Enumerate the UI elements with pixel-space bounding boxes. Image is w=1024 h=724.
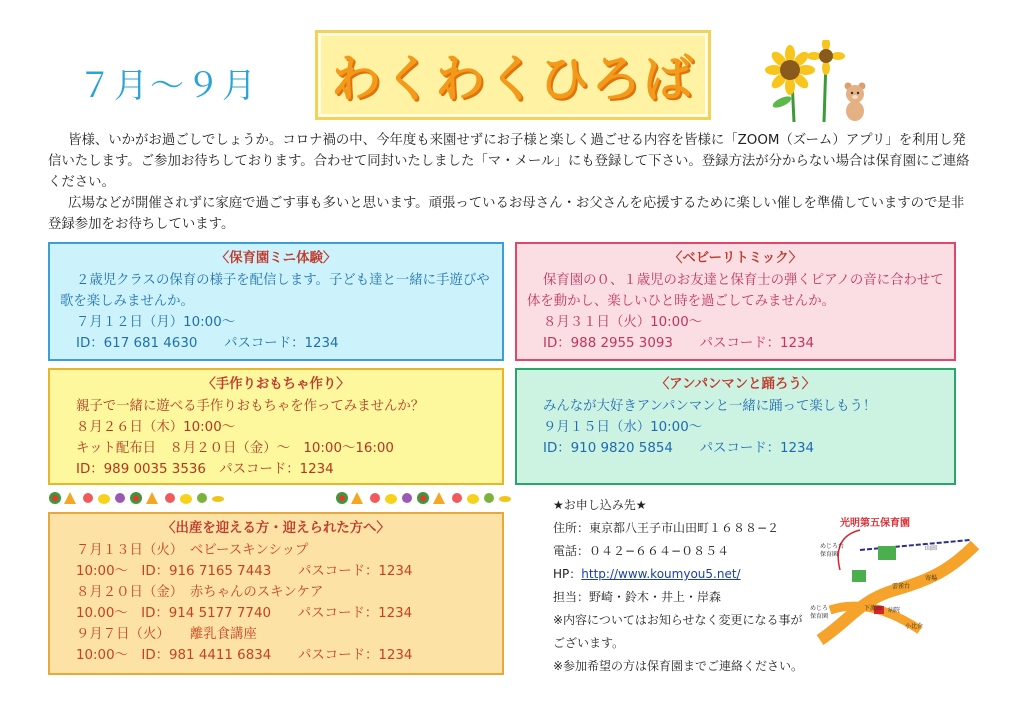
contact-address: 住所：東京都八王子市山田町１６８８−２ [553, 521, 780, 535]
map-label: 山田 [925, 545, 938, 552]
contact-heading: ★お申し込み先★ [553, 498, 647, 512]
sunflower-icon [807, 40, 845, 122]
contact-info [553, 494, 823, 678]
bear-icon [845, 83, 866, 122]
event-date: ７月１２日（月）10:00〜 [76, 315, 236, 330]
months-heading: ７月〜９月 [78, 66, 258, 106]
event-birth-support [48, 512, 504, 675]
event-zoom-id: ID：910 9820 5854 パスコード：1234 [543, 441, 815, 456]
session-1-id: 10:00〜 ID：916 7165 7443 パスコード：1234 [76, 564, 413, 579]
event-description: ２歳児クラスの保育の様子を配信します。子ども達と一緒に手遊びや歌を楽しみませんか。 [60, 273, 490, 309]
page-title: わくわくひろば [331, 50, 695, 108]
event-title: 〈出産を迎える方・迎えられた方へ〉 [162, 521, 390, 536]
event-baby-rhythmic [515, 242, 956, 361]
event-mini-experience [48, 242, 504, 361]
map-label: 保育園 [810, 613, 829, 620]
session-3-id: 10:00〜 ID：981 4411 6834 パスコード：1234 [76, 648, 413, 663]
intro-text [48, 130, 976, 235]
session-3-date: ９月７日（火） 離乳食講座 [76, 627, 257, 642]
session-2-id: 10.00〜 ID：914 5177 7740 パスコード：1234 [76, 606, 413, 621]
sunflower-bear-illustration [760, 40, 870, 122]
event-date: ８月３１日（火）10:00〜 [543, 315, 703, 330]
event-handmade-toys [48, 368, 504, 485]
contact-note-1: ※内容についてはお知らせなく変更になる事がございます。 [553, 613, 803, 650]
contact-phone: 電話：０４２−６６４−０８５４ [553, 544, 730, 558]
event-description: 保育園の０、１歳児のお友達と保育士の弾くピアノの音に合わせて体を動かし、楽しいひと時を過ごしてみませんか。 [527, 273, 944, 309]
hp-link[interactable]: http://www.koumyou5.net/ [581, 567, 741, 581]
map-label: めじろ台 [820, 543, 845, 550]
map-label: 下流田 [864, 605, 883, 612]
contact-note-2: ※参加希望の方は保育園までご連絡ください。 [553, 659, 804, 673]
event-title: 〈アンパンマンと踊ろう〉 [655, 377, 816, 392]
map-label: 保育園 [820, 551, 839, 558]
event-kit-date: キット配布日 ８月２０日（金）〜 10:00〜16:00 [76, 441, 394, 456]
fruit-pattern-icon [48, 490, 228, 506]
event-date: ８月２６日（木）10:00〜 [76, 420, 236, 435]
hp-label: HP： [553, 567, 582, 581]
event-zoom-id: ID：989 0035 3536 パスコード：1234 [76, 462, 334, 477]
event-title: 〈手作りおもちゃ作り〉 [202, 377, 350, 392]
fruit-divider-left [48, 490, 228, 506]
title-banner [315, 30, 711, 120]
map-label: 小比企 [905, 623, 924, 630]
map-title: 光明第五保育園 [840, 518, 910, 529]
event-title: 〈保育園ミニ体験〉 [215, 251, 337, 266]
session-2-date: ８月２０日（金） 赤ちゃんのスキンケア [76, 585, 324, 600]
event-zoom-id: ID：617 681 4630 パスコード：1234 [76, 336, 339, 351]
event-description: みんなが大好きアンパンマンと一緒に踊って楽しもう！ [543, 399, 877, 414]
map-label: 雲雀台 [892, 583, 911, 590]
map-label: めじろ [810, 605, 829, 612]
location-map [800, 510, 980, 650]
fruit-pattern-icon [335, 490, 515, 506]
intro-paragraph-1: 皆様、いかがお過ごしでしょうか。コロナ禍の中、今年度も来園せずにお子様と楽しく過ごせる内容を皆様に「ZOOM（ズーム）アプリ」を利用し発信いたします。ご参加お待ちしております。合わせて同封いたしました「マ・メール」にも登録して下さい。登録方法が分からない場合は保育園にご連絡ください。 [48, 133, 970, 190]
contact-staff: 担当：野崎・鈴木・井上・岸森 [553, 590, 722, 604]
contact-hp [553, 563, 823, 586]
session-1-date: ７月１３日（火） ベビースキンシップ [76, 543, 309, 558]
event-anpanman-dance [515, 368, 956, 485]
fruit-divider-right [335, 490, 515, 506]
map-label: 寄場 [925, 575, 938, 582]
event-zoom-id: ID：988 2955 3093 パスコード：1234 [543, 336, 815, 351]
map-label: 病院 [888, 607, 901, 614]
event-title: 〈ベビーリトミック〉 [668, 251, 803, 266]
event-description: 親子で一緒に遊べる手作りおもちゃを作ってみませんか？ [76, 399, 425, 414]
intro-paragraph-2: 広場などが開催されずに家庭で過ごす事も多いと思います。頑張っているお母さん・お父さんを応援するために楽しい催しを準備していますので是非登録参加をお待ちしています。 [48, 196, 965, 232]
event-date: ９月１５日（水）10:00〜 [543, 420, 703, 435]
